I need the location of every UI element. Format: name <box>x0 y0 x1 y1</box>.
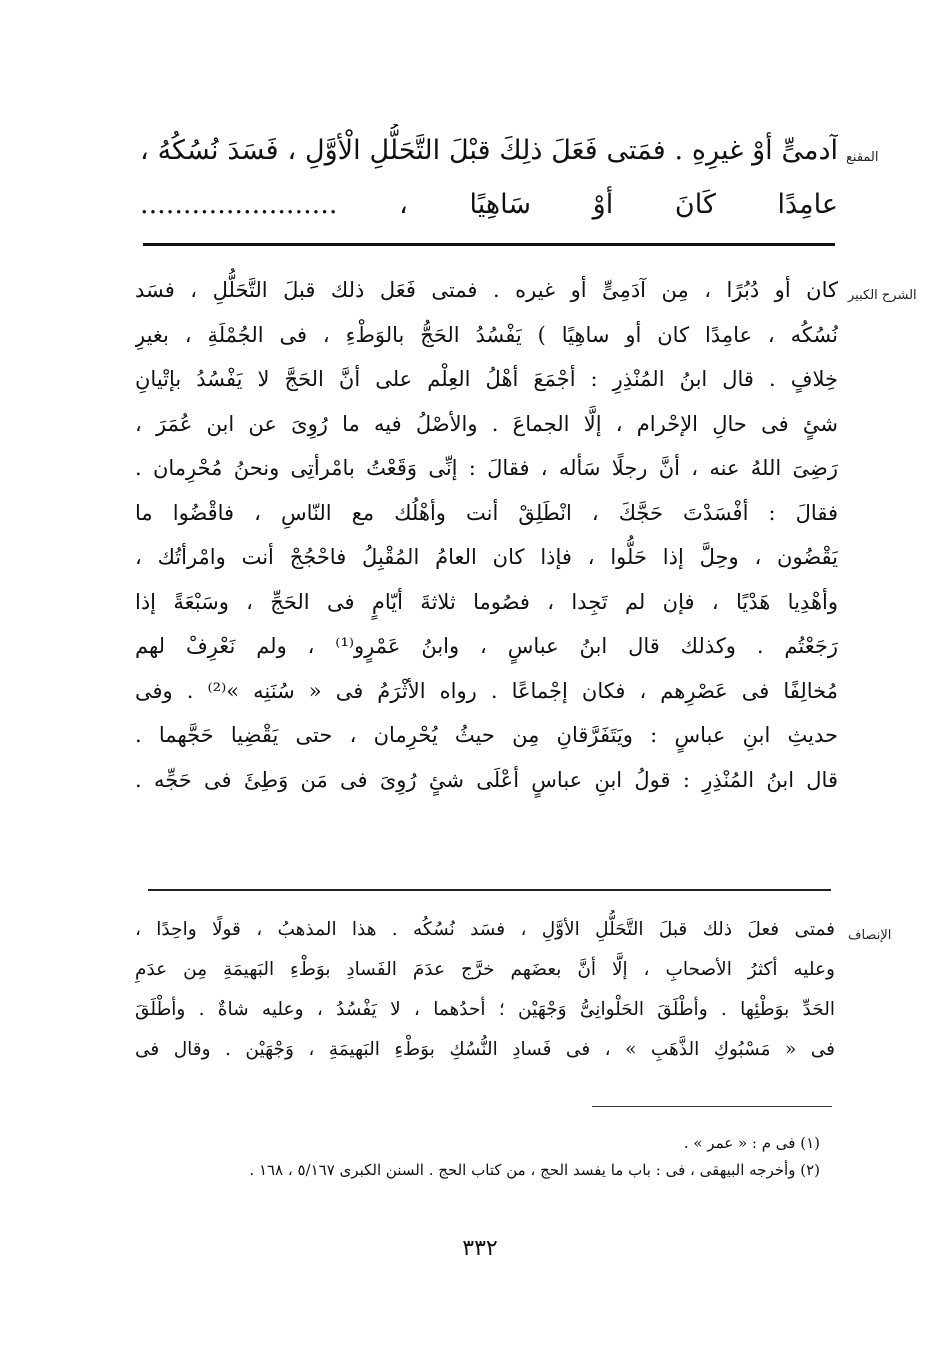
page-number: ٣٣٢ <box>462 1236 498 1261</box>
insaf-line: فى « مَسْبُوكِ الذَّهَبِ » ، فى فَسادِ النُّسُكِ بوَطْءِ البَهيمَةِ ، وَجْهَيْن . وقال فى <box>135 1039 835 1060</box>
sharh-line: مُخالِفًا فى عَصْرِهم ، فكان إجْماعًا . رواه الأثْرَمُ فى « سُنَنِه »⁽²⁾ . وفى <box>135 678 838 703</box>
muqni-text-block <box>140 124 838 232</box>
sharh-line: رَضِىَ اللهُ عنه ، أنَّ رجلًا سَأله ، فقالَ : إنِّى وَقَعْتُ بامْرأتِى ونحنُ مُحْرِمان . <box>135 456 838 480</box>
footnotes-block <box>140 1130 820 1184</box>
insaf-text-block <box>135 910 835 1070</box>
muqni-line: آدمىٍّ أوْ غيرِهِ . فمَتى فَعَلَ ذلِكَ قبْلَ التَّحَلُّلِ الْأوَّلِ ، فَسَدَ نُسُكُهُ ، <box>140 135 838 166</box>
sharh-line: حديثِ ابنِ عباسٍ : ويَتَفَرَّقانِ مِن حيثُ يُحْرِمان ، حتى يَقْضِيا حَجَّهما . <box>135 723 838 747</box>
sharh-line: كان أو دُبُرًا ، مِن آدَمِىٍّ أو غيره . فمتى فَعَل ذلك قبلَ التَّحَلُّلِ ، فسَد <box>135 278 838 302</box>
sharh-line: قال ابنُ المُنْذِرِ : قولُ ابنِ عباسٍ أعْلَى شئٍ رُوِىَ فى مَن وَطِئَ فى حَجِّه . <box>135 767 838 792</box>
section-divider-thin <box>148 889 831 891</box>
sharh-line: يَقْضُون ، وحِلَّ إذا حَلُّوا ، فإذا كان العامُ المُقْبِلُ فاحْجُجْ أنت وامْرأتُك ، <box>135 545 838 569</box>
footnote: (١) فى م : « عمر » . <box>683 1134 820 1152</box>
footnote-separator <box>592 1106 832 1107</box>
sharh-line: خِلافٍ . قال ابنُ المُنْذِرِ : أجْمَعَ أهْلُ العِلْم على أنَّ الحَجَّ لا يَفْسُدُ بإتْيانِ <box>135 367 838 391</box>
insaf-side-label: الإنصاف <box>848 928 892 943</box>
sharh-side-label: الشرح الكبير <box>848 288 917 303</box>
section-divider-thick <box>143 243 835 246</box>
insaf-line: الحَدِّ بوَطْئِها . وأطْلَقَ الحَلْوانِىُّ وَجْهَيْن ؛ أحدُهما ، لا يَفْسُدُ ، وعليه شاةٌ . وأطْلَقَ <box>135 999 835 1020</box>
footnote: (٢) وأخرجه البيهقى ، فى : باب ما يفسد الحج ، من كتاب الحج . السنن الكبرى ٥/١٦٧ ، ١٦٨ . <box>249 1161 820 1179</box>
muqni-side-label: المقنع <box>846 150 879 165</box>
sharh-line: شئٍ فى حالِ الإحْرام ، إلَّا الجماعَ . والأصْلُ فيه ما رُوِىَ عن ابن عُمَرَ ، <box>135 411 838 436</box>
sharh-line: فقالَ : أفْسَدْتَ حَجَّكَ ، انْطَلِقْ أنت وأهْلُك مع النّاسِ ، فاقْضُوا ما <box>135 500 838 525</box>
muqni-line: عامِدًا كَانَ أوْ سَاهِيًا ، ....................... <box>140 189 838 220</box>
insaf-line: وعليه أكثرُ الأصحابِ ، إلَّا أنَّ بعضَهم خرَّج عدَمَ الفَسادِ بوَطْءِ البَهيمَةِ مِن عدَمِ <box>135 959 835 980</box>
sharh-line: رَجَعْتُم . وكذلك قال ابنُ عباسٍ ، وابنُ عَمْرٍو⁽¹⁾ ، ولم نَعْرِفْ لهم <box>135 634 838 658</box>
insaf-line: فمتى فعلَ ذلك قبلَ التَّحَلُّلِ الأوَّلِ ، فسَد نُسُكُه . هذا المذهبُ ، قولًا واحِدًا ، <box>135 919 835 940</box>
sharh-text-block <box>135 268 838 802</box>
sharh-line: نُسُكُه ، عامِدًا كان أو ساهِيًا ) يَفْسُدُ الحَجُّ بالوَطْءِ ، فى الجُمْلَةِ ، بغيرِ <box>135 322 838 347</box>
sharh-line: وأهْدِيا هَدْيًا ، فإن لم تَجِدا ، فصُوما ثلاثةَ أيّامٍ فى الحَجِّ ، وسَبْعَةً إذا <box>135 589 838 614</box>
